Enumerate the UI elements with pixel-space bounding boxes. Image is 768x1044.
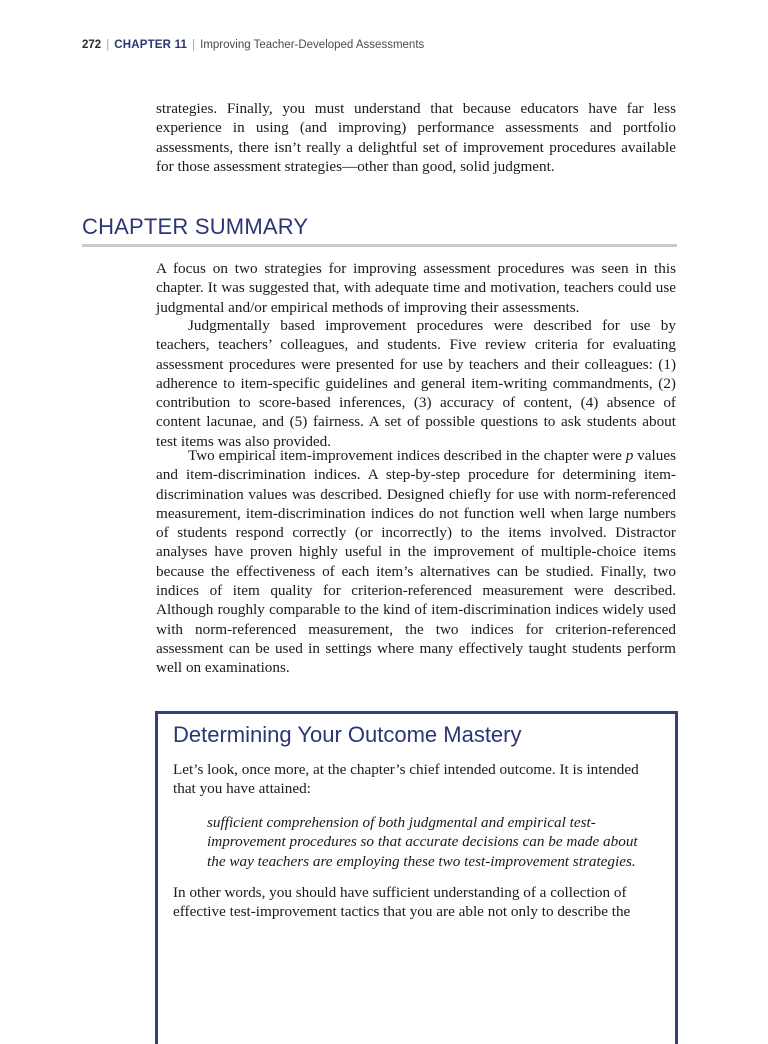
section-divider [82, 244, 677, 247]
mastery-title: Determining Your Outcome Mastery [173, 722, 522, 747]
header-separator: | [192, 39, 196, 51]
mastery-intro: Let’s look, once more, at the chapter’s chief intended outcome. It is intended that you have attained: [173, 761, 639, 798]
summary-paragraph-1: A focus on two strategies for improving assessment procedures was seen in this chapter. It was suggested that, with adequate time and motivation, teachers could use judgmental and/or empirical methods of improving their assessments. [156, 260, 676, 316]
summary-paragraph-3 [156, 446, 676, 678]
running-head [82, 37, 424, 53]
outcome-quote: sufficient comprehension of both judgmental and empirical test-improvement procedures so that accurate decisions can be made about the way teachers are employing these two test-improvement strategies. [207, 814, 638, 870]
page-number: 272 [82, 39, 102, 51]
chapter-title: Improving Teacher-Developed Assessments [200, 39, 425, 51]
mastery-closing: In other words, you should have sufficient understanding of a collection of effective test-improvement tactics that you are able not only to describe the [173, 884, 631, 921]
summary-paragraph-2: Judgmentally based improvement procedures were described for use by teachers, teachers’ colleagues, and students. Five review criteria for evaluating assessment procedures were presented for use by teachers and their colleagues: (1) adherence to item-specific guidelines and general item-writing commandments, (2) contribution to score-based inferences, (3) accuracy of content, (4) absence of content lacunae, and (5) fairness. A set of possible questions to ask students about test items was also provided. [156, 317, 676, 450]
header-separator: | [106, 39, 110, 51]
section-title: CHAPTER SUMMARY [82, 214, 309, 239]
p-symbol: p [625, 447, 634, 464]
intro-paragraph: strategies. Finally, you must understand that because educators have far less experience in using (and improving) performance assessments and portfolio assessments, there isn’t really a delightful set of improvement procedures available for those assessment strategies—other than good, solid judgment. [156, 100, 676, 175]
p-values-prefix: Two empirical item-improvement indices described in the chapter were [188, 447, 626, 464]
summary-paragraph-3-rest: values and item-discrimination indices. A step-by-step procedure for determining item-discrimination values was described. Designed chiefly for use with norm-referenced measurement, item-discrimination indices do not function well when large numbers of students respond correctly (or incorrectly) to the items involved. Distractor analyses have proven highly useful in the improvement of multiple-choice items because the effectiveness of each item’s alternatives can be studied. Finally, two indices of item quality for criterion-referenced measurement were described. Although roughly comparable to the kind of item-discrimination indices widely used with norm-referenced measurement, the two indices for criterion-referenced assessment can be used in settings where many effectively taught students perform well on examinations. [156, 447, 676, 677]
chapter-label: CHAPTER 11 [114, 39, 188, 51]
